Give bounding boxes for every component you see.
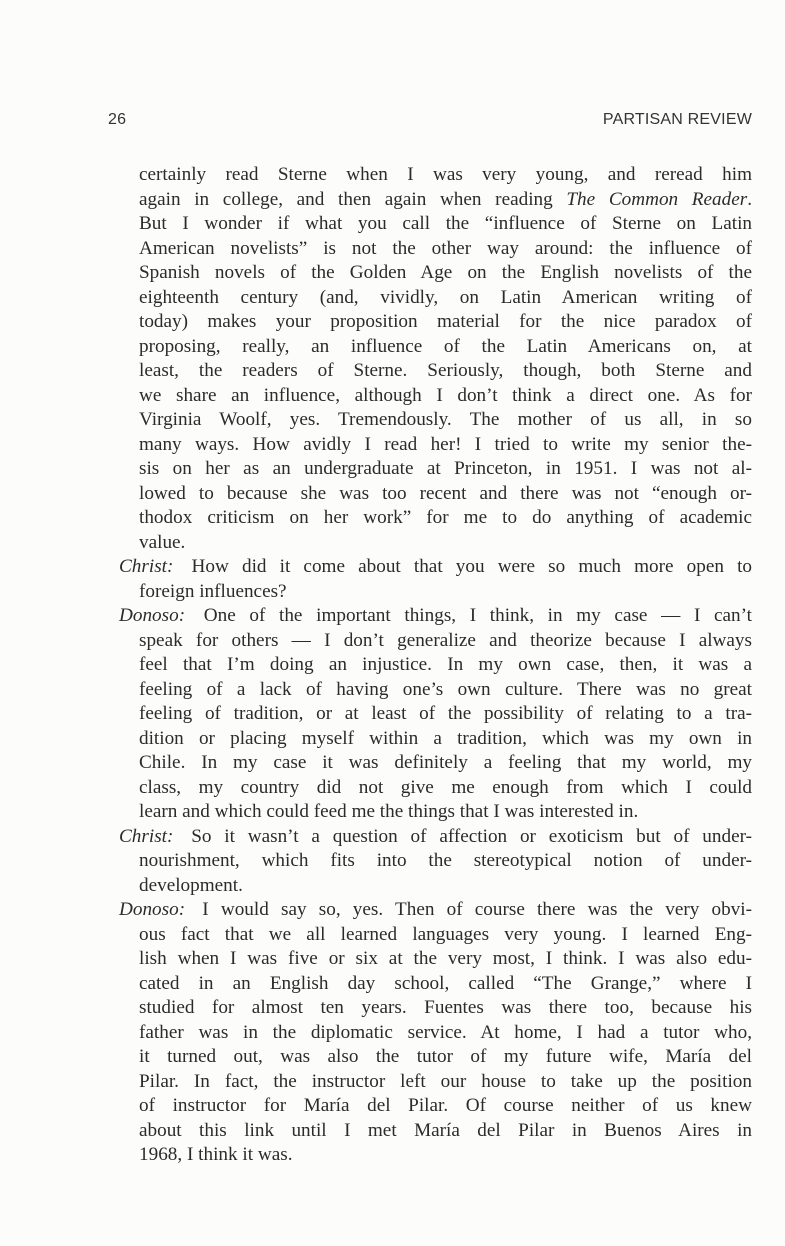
line-text: it turned out, was also the tutor of my future wife, María del [139,1046,752,1067]
text-line [119,629,752,654]
line-text: Virginia Woolf, yes. Tremendously. The mother of us all, in so [139,409,752,430]
dialogue-paragraph [119,898,752,1168]
speaker-label: Christ: [119,825,174,847]
line-text: dition or placing myself within a tradition, which was my own in [139,727,752,749]
text-line [119,212,752,237]
line-text: Spanish novels of the Golden Age on the English novelists of the [139,262,752,283]
line-text: many ways. How avidly I read her! I tried to write my senior the- [139,433,752,455]
text-line [119,996,752,1021]
line-text: American novelists” is not the other way around: the influence of [139,237,752,259]
text-line [119,531,752,556]
text-line [119,359,752,384]
line-text: certainly read Sterne when I was very young, and reread him [139,164,752,185]
text-line [119,408,752,433]
text-line [119,776,752,801]
line-text: about this link until I met María del Pilar in Buenos Aires in [139,1119,752,1141]
line-text: One of the important things, I think, in my case — I can’t [203,605,752,626]
line-text: father was in the diplomatic service. At home, I had a tutor who, [139,1021,752,1043]
line-text: proposing, really, an influence of the Latin Americans on, at [139,335,752,357]
line-text: eighteenth century (and, vividly, on Latin American writing of [139,286,752,308]
line-text: Chile. In my case it was definitely a feeling that my world, my [139,752,752,773]
text-line [119,678,752,703]
text-line [119,874,752,899]
text-line [119,1094,752,1119]
text-line [119,849,752,874]
text-line [119,433,752,458]
line-text: nourishment, which fits into the stereotypical notion of under- [139,850,752,871]
text-line [119,188,752,213]
text-line [119,555,752,580]
line-text: So it wasn’t a question of affection or exoticism but of under- [191,825,752,847]
text-line [119,727,752,752]
line-text: learn and which could feed me the things that I was interested in. [139,801,639,822]
text-line [119,825,752,850]
text-line [119,800,752,825]
line-text: 1968, I think it was. [139,1144,293,1165]
line-text: we share an influence, although I don’t think a direct one. As for [139,384,752,406]
text-line [119,506,752,531]
article-body [119,163,752,1168]
line-text: class, my country did not give me enough from which I could [139,776,752,798]
speaker-label: Donoso: [119,605,186,626]
text-line [119,384,752,409]
text-line [119,482,752,507]
line-text: But I wonder if what you call the “influence of Sterne on Latin [139,213,752,234]
text-line [119,163,752,188]
text-line [119,751,752,776]
line-text: feel that I’m doing an injustice. In my own case, then, it was a [139,654,752,675]
text-line [119,702,752,727]
line-text: cated in an English day school, called “The Grange,” where I [139,972,752,994]
line-text: . [747,188,753,210]
line-text: I would say so, yes. Then of course there was the very obvi- [202,899,753,920]
line-text: thodox criticism on her work” for me to do anything of academic [139,507,752,528]
speaker-label: Christ: [119,556,174,577]
text-line [119,604,752,629]
line-text: studied for almost ten years. Fuentes was there too, because his [139,997,752,1018]
line-text: feeling of a lack of having one’s own culture. There was no great [139,678,752,700]
text-line [119,1143,752,1168]
text-line [119,898,752,923]
line-text: foreign influences? [139,580,287,602]
text-line [119,923,752,948]
line-text: development. [139,874,243,896]
line-text: lowed to because she was too recent and there was not “enough or- [139,482,752,504]
text-line [119,580,752,605]
line-text: sis on her as an undergraduate at Princeton, in 1951. I was not al- [139,458,752,479]
line-text: Pilar. In fact, the instructor left our house to take up the position [139,1070,752,1092]
dialogue-paragraph [119,555,752,604]
line-text: least, the readers of Sterne. Seriously, though, both Sterne and [139,360,752,381]
text-line [119,335,752,360]
text-line [119,1021,752,1046]
line-text: feeling of tradition, or at least of the possibility of relating to a tra- [139,703,752,724]
book-title: The Common Reader [566,188,748,210]
text-paragraph [119,163,752,555]
line-text: speak for others — I don’t generalize and theorize because I always [139,629,752,651]
line-text: ous fact that we all learned languages very young. I learned Eng- [139,923,752,945]
speaker-label: Donoso: [119,899,186,920]
line-text: of instructor for María del Pilar. Of course neither of us knew [139,1095,752,1116]
text-line [119,237,752,262]
line-text: lish when I was five or six at the very most, I think. I was also edu- [139,948,752,969]
text-line [119,286,752,311]
text-line [119,1119,752,1144]
text-line [119,972,752,997]
text-line [119,653,752,678]
line-text: today) makes your proposition material for the nice paradox of [139,311,752,332]
text-line [119,1045,752,1070]
dialogue-paragraph [119,825,752,899]
line-text: again in college, and then again when reading [139,188,567,210]
text-line [119,261,752,286]
page-number: 26 [108,111,127,128]
dialogue-paragraph [119,604,752,825]
text-line [119,947,752,972]
text-line [119,457,752,482]
line-text: value. [139,531,186,553]
line-text: How did it come about that you were so much more open to [191,556,752,577]
text-line [119,310,752,335]
running-header-journal-title: PARTISAN REVIEW [602,111,752,128]
text-line [119,1070,752,1095]
